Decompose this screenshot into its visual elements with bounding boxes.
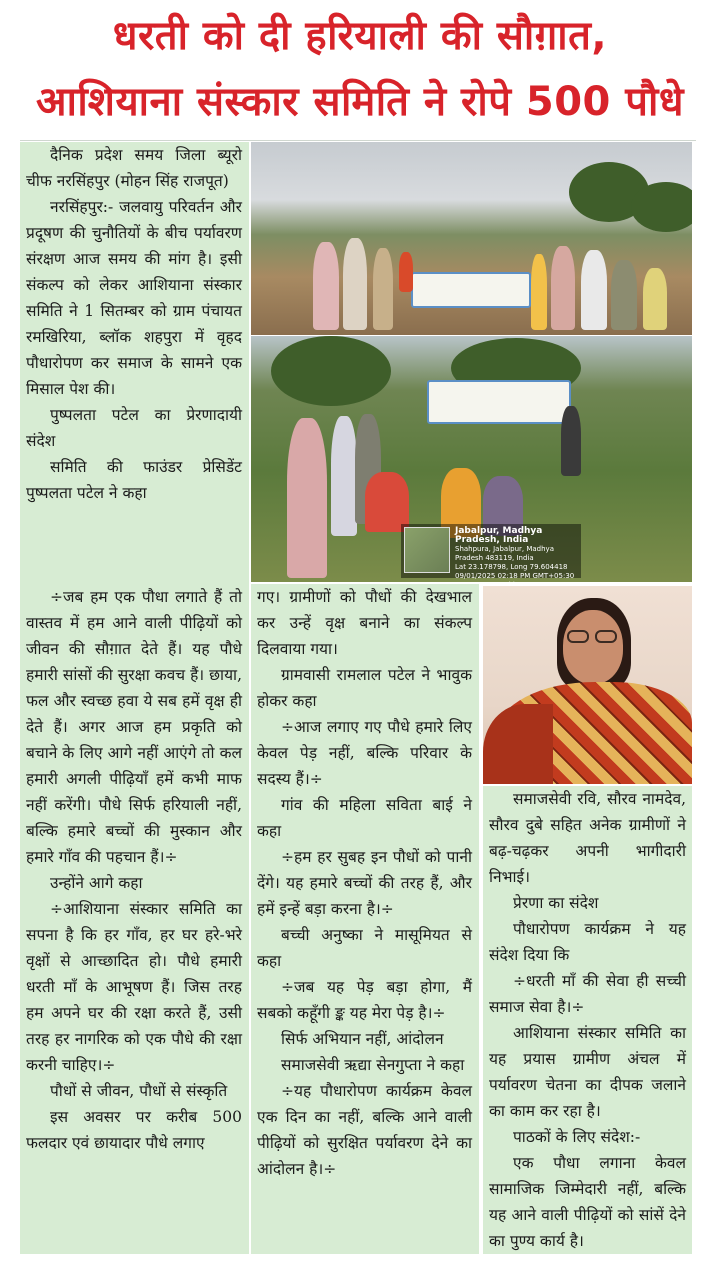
- portrait-photo: [483, 586, 692, 784]
- article-column-1-top: [20, 142, 249, 584]
- article-paragraph: ÷यह पौधारोपण कार्यक्रम केवल एक दिन का नहीं, बल्कि आने वाली पीढ़ियों को सुरक्षित पर्यावरण देने का आंदोलन है।÷: [257, 1082, 472, 1178]
- gps-location: Jabalpur, Madhya Pradesh, India: [455, 526, 543, 545]
- article-paragraph: ग्रामवासी रामलाल पटेल ने भावुक होकर कहा: [257, 666, 472, 710]
- tree-shape: [631, 182, 692, 232]
- article-paragraph: गांव की महिला सविता बाई ने कहा: [257, 796, 472, 840]
- article-paragraph: एक पौधा लगाना केवल सामाजिक जिम्मेदारी नहीं, बल्कि यह आने वाली पीढ़ियों को सांसें देने का पुण्य कार्य है।: [489, 1154, 686, 1250]
- article-paragraph: ÷जब हम एक पौधा लगाते हैं तो वास्तव में हम आने वाली पीढ़ियों को जीवन की सौग़ात देते हैं। यह पौधे हमारी सांसों की सुरक्षा कवच हैं। छाया, फल और स्वच्छ हवा ये सब हमें वृक्ष ही देते हैं। अगर आज हम प्रकृति को बचाने के लिए आगे नहीं आएंगे तो कल हमारी अगली पीढ़ियाँ हमें कभी माफ नहीं करेंगी। पौधे सिर्फ हरियाली नहीं, बल्कि हमारे बच्चों की मुस्कान और हमारे गाँव की पहचान हैं।÷: [26, 588, 242, 866]
- event-banner: [411, 272, 531, 308]
- person-figure: [643, 268, 667, 330]
- portrait-face: [563, 610, 623, 684]
- article-paragraph: दैनिक प्रदेश समय जिला ब्यूरो चीफ नरसिंहपुर (मोहन सिंह राजपूत): [26, 146, 242, 190]
- person-figure: [287, 418, 327, 578]
- person-figure: [611, 260, 637, 330]
- article-paragraph: प्रेरणा का संदेश: [513, 894, 599, 912]
- article-paragraph: समाजसेवी रवि, सौरव नामदेव, सौरव दुबे सहित अनेक ग्रामीणों ने बढ़-चढ़कर अपनी भागीदारी निभाई।: [489, 790, 686, 886]
- article-column-1-bottom: [20, 584, 249, 1254]
- article-paragraph: इस अवसर पर करीब 500 फलदार एवं छायादार पौधे लगाए: [26, 1108, 242, 1152]
- article-paragraph: समिति की फाउंडर प्रेसिडेंट पुष्पलता पटेल ने कहा: [26, 458, 242, 502]
- article-paragraph: सिर्फ अभियान नहीं, आंदोलन: [281, 1030, 444, 1048]
- article-column-2: [251, 584, 479, 1254]
- article-paragraph: उन्होंने आगे कहा: [50, 874, 143, 892]
- person-figure: [373, 248, 393, 330]
- person-figure: [343, 238, 367, 330]
- gps-latlong: Lat 23.178798, Long 79.604418: [455, 563, 568, 571]
- gps-stamp: [401, 524, 581, 578]
- article-paragraph: गए। ग्रामीणों को पौधों की देखभाल कर उन्हें वृक्ष बनाने का संकल्प दिलवाया गया।: [257, 588, 472, 658]
- article-paragraph: बच्ची अनुष्का ने मासूमियत से कहा: [257, 926, 472, 970]
- person-figure: [561, 406, 581, 476]
- gps-details: Shahpura, Jabalpur, Madhya Pradesh 483119, India: [455, 545, 554, 562]
- person-figure: [365, 472, 409, 532]
- article-paragraph: ÷हम हर सुबह इन पौधों को पानी देंगे। यह हमारे बच्चों की तरह हैं, और हमें इन्हें बड़ा करना है।÷: [257, 848, 472, 918]
- article-paragraph: ÷आशियाना संस्कार समिति का सपना है कि हर गाँव, हर घर हरे-भरे वृक्षों से आच्छादित हो। पौधे हमारी धरती माँ के आभूषण हैं। जिस तरह हम अपने घर की रक्षा करते हैं, उसी तरह हर नागरिक को एक पौधे की रक्षा करनी चाहिए।÷: [26, 900, 242, 1074]
- article-paragraph: ÷जब यह पेड़ बड़ा होगा, मैं सबको कहूँगी ङ्क यह मेरा पेड़ है।÷: [257, 978, 472, 1022]
- article-column-3: [483, 786, 692, 1254]
- article-paragraph: ÷धरती माँ की सेवा ही सच्ची समाज सेवा है।÷: [489, 972, 686, 1016]
- person-figure: [331, 416, 357, 536]
- headline-line-1: धरती को दी हरियाली की सौग़ात,: [112, 13, 608, 59]
- person-figure: [581, 250, 607, 330]
- person-figure: [313, 242, 339, 330]
- planting-photo: [251, 336, 692, 582]
- person-figure: [551, 246, 575, 330]
- headline-line-2: आशियाना संस्कार समिति ने रोपे 500 पौधे: [36, 79, 684, 125]
- article-paragraph: ÷आज लगाए गए पौधे हमारे लिए केवल पेड़ नहीं, बल्कि परिवार के सदस्य हैं।÷: [257, 718, 472, 788]
- article-paragraph: पौधों से जीवन, पौधों से संस्कृति: [50, 1082, 228, 1100]
- article-paragraph: आशियाना संस्कार समिति का यह प्रयास ग्रामीण अंचल में पर्यावरण चेतना का दीपक जलाने का काम कर रहा है।: [489, 1024, 686, 1120]
- article-paragraph: नरसिंहपुर:- जलवायु परिवर्तन और प्रदूषण की चुनौतियों के बीच पर्यावरण संरक्षण आज समय की मांग है। इसी संकल्प को लेकर आशियाना संस्कार समिति ने 1 सितम्बर को ग्राम पंचायत रमखिरिया, ब्लॉक शहपुरा में वृहद पौधारोपण कर समाज के सामने एक मिसाल पेश की।: [26, 198, 242, 398]
- gps-time: 09/01/2025 02:18 PM GMT+05:30: [455, 572, 575, 580]
- person-figure: [531, 254, 547, 330]
- headline-divider: [20, 140, 696, 141]
- article-paragraph: समाजसेवी ऋद्या सेनगुप्ता ने कहा: [281, 1056, 465, 1074]
- gps-note: [455, 581, 577, 582]
- article-paragraph: पुष्पलता पटेल का प्रेरणादायी संदेश: [26, 406, 242, 450]
- article-paragraph: पाठकों के लिए संदेश:-: [513, 1128, 641, 1146]
- article-paragraph: पौधारोपण कार्यक्रम ने यह संदेश दिया कि: [489, 920, 686, 964]
- tree-shape: [271, 336, 391, 406]
- person-figure: [399, 252, 413, 292]
- glasses-icon: [567, 630, 619, 644]
- group-photo-banner: [251, 142, 692, 335]
- event-banner: [427, 380, 571, 424]
- gps-map-thumbnail: [404, 527, 450, 573]
